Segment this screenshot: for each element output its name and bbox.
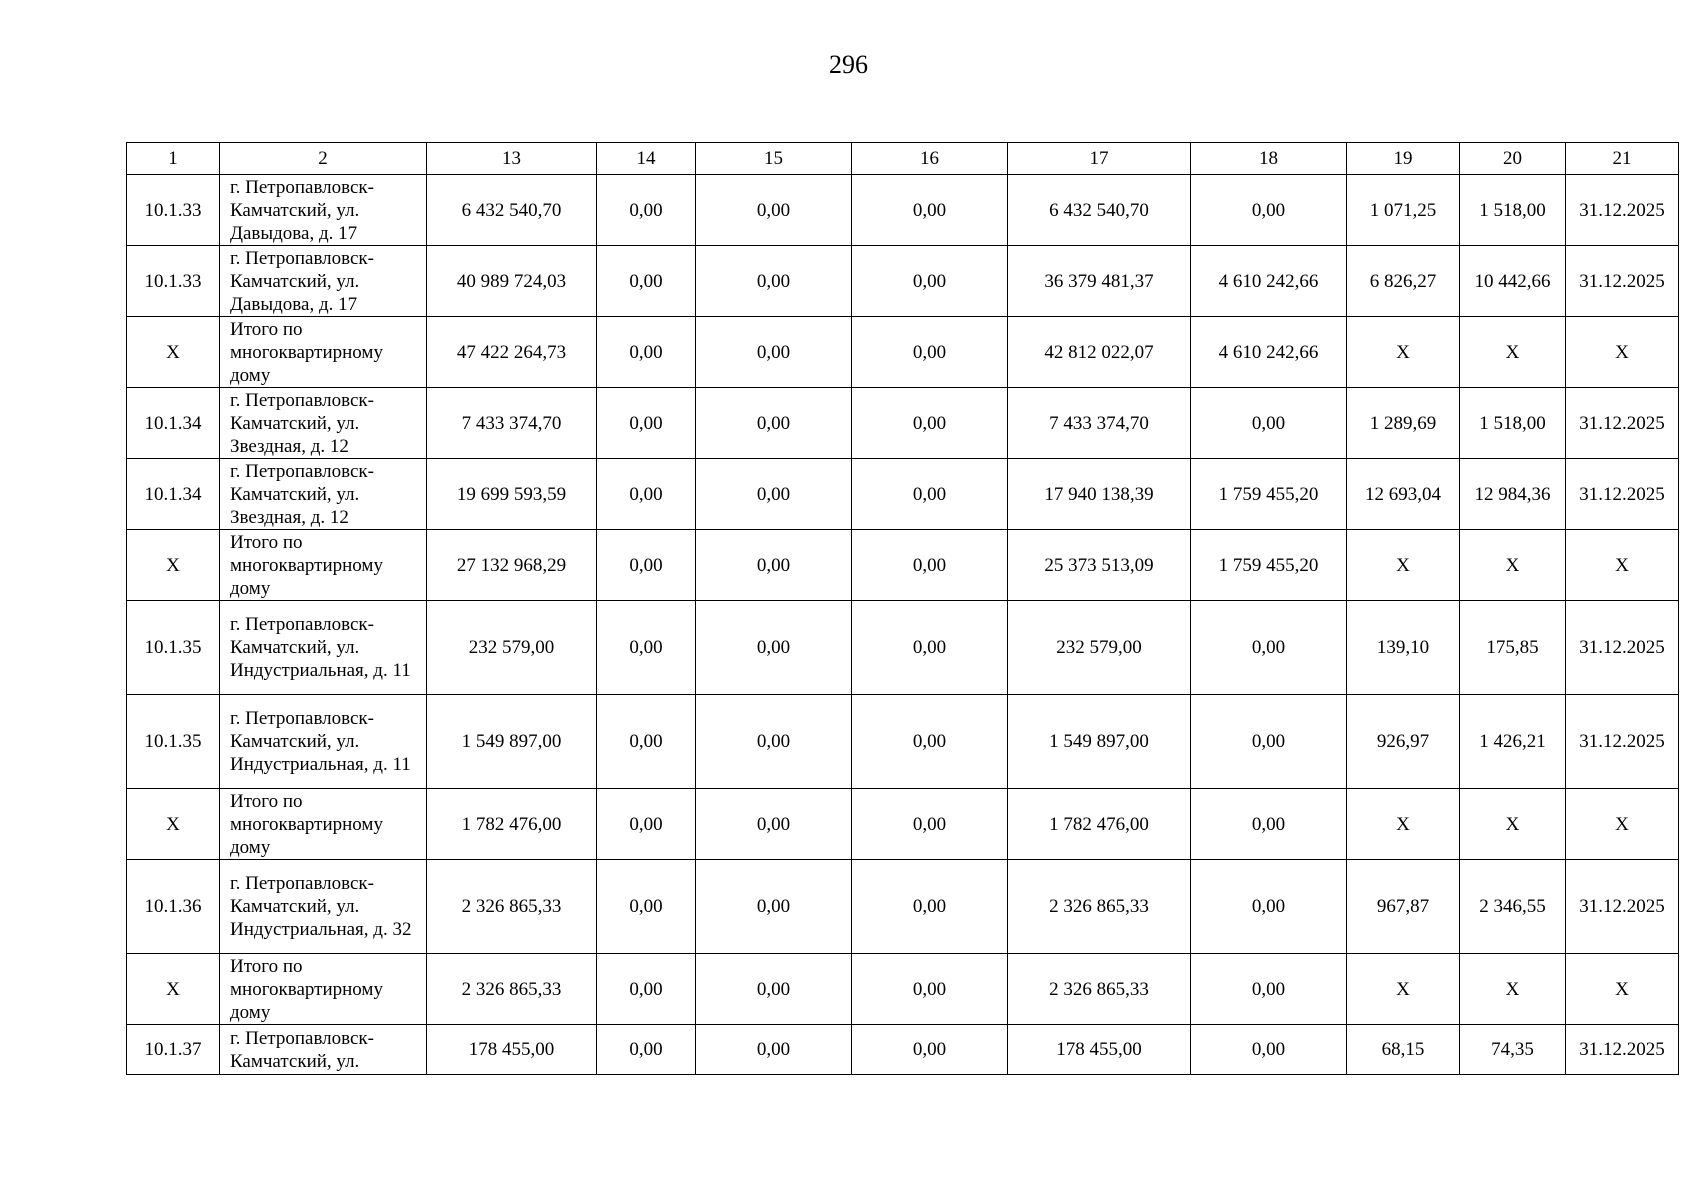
value-cell: 0,00 xyxy=(1191,175,1347,246)
item-number-cell: X xyxy=(127,954,220,1025)
date-cell: X xyxy=(1566,954,1679,1025)
table-row xyxy=(127,1025,1679,1075)
value-cell: 4 610 242,66 xyxy=(1191,317,1347,388)
value-cell: 0,00 xyxy=(597,789,696,860)
value-cell: 0,00 xyxy=(696,246,852,317)
value-cell: 40 989 724,03 xyxy=(427,246,597,317)
item-number-cell: 10.1.37 xyxy=(127,1025,220,1075)
address-cell: г. Петропавловск-Камчатский, ул. Давыдова, д. 17 xyxy=(220,175,427,246)
address-cell: г. Петропавловск-Камчатский, ул. Звездная, д. 12 xyxy=(220,388,427,459)
address-cell: г. Петропавловск-Камчатский, ул. Индустриальная, д. 11 xyxy=(220,601,427,695)
total-row xyxy=(127,789,1679,860)
page-number: 296 xyxy=(829,50,868,79)
value-cell: 6 432 540,70 xyxy=(427,175,597,246)
value-cell: 0,00 xyxy=(1191,860,1347,954)
value-cell: 27 132 968,29 xyxy=(427,530,597,601)
value-cell: 2 326 865,33 xyxy=(427,860,597,954)
item-number-cell: 10.1.33 xyxy=(127,175,220,246)
value-cell: X xyxy=(1347,789,1460,860)
value-cell: 0,00 xyxy=(696,695,852,789)
value-cell: 0,00 xyxy=(852,1025,1008,1075)
value-cell: 232 579,00 xyxy=(427,601,597,695)
item-number-cell: X xyxy=(127,789,220,860)
value-cell: 0,00 xyxy=(597,317,696,388)
data-table xyxy=(126,142,1679,1075)
value-cell: 1 289,69 xyxy=(1347,388,1460,459)
value-cell: 1 518,00 xyxy=(1460,388,1566,459)
value-cell: 0,00 xyxy=(696,954,852,1025)
value-cell: 6 826,27 xyxy=(1347,246,1460,317)
value-cell: 1 782 476,00 xyxy=(1008,789,1191,860)
item-number-cell: 10.1.34 xyxy=(127,388,220,459)
value-cell: 0,00 xyxy=(597,175,696,246)
value-cell: X xyxy=(1460,789,1566,860)
value-cell: 0,00 xyxy=(852,954,1008,1025)
value-cell: 1 782 476,00 xyxy=(427,789,597,860)
table-row xyxy=(127,246,1679,317)
value-cell: X xyxy=(1460,317,1566,388)
value-cell: 0,00 xyxy=(597,860,696,954)
item-number-cell: 10.1.35 xyxy=(127,695,220,789)
value-cell: 2 326 865,33 xyxy=(427,954,597,1025)
date-cell: 31.12.2025 xyxy=(1566,860,1679,954)
value-cell: 0,00 xyxy=(696,1025,852,1075)
value-cell: 0,00 xyxy=(696,860,852,954)
value-cell: X xyxy=(1347,954,1460,1025)
value-cell: 25 373 513,09 xyxy=(1008,530,1191,601)
value-cell: 178 455,00 xyxy=(427,1025,597,1075)
address-cell: г. Петропавловск-Камчатский, ул. Индустриальная, д. 32 xyxy=(220,860,427,954)
value-cell: 36 379 481,37 xyxy=(1008,246,1191,317)
value-cell: 0,00 xyxy=(852,530,1008,601)
column-header: 21 xyxy=(1566,143,1679,175)
value-cell: 0,00 xyxy=(852,175,1008,246)
total-row xyxy=(127,317,1679,388)
value-cell: 232 579,00 xyxy=(1008,601,1191,695)
value-cell: 0,00 xyxy=(597,695,696,789)
value-cell: 0,00 xyxy=(597,246,696,317)
column-header: 15 xyxy=(696,143,852,175)
value-cell: 0,00 xyxy=(852,388,1008,459)
value-cell: 1 759 455,20 xyxy=(1191,459,1347,530)
table-row xyxy=(127,601,1679,695)
value-cell: 0,00 xyxy=(852,246,1008,317)
address-cell: г. Петропавловск-Камчатский, ул. Звездная, д. 12 xyxy=(220,459,427,530)
table-row xyxy=(127,695,1679,789)
column-header: 1 xyxy=(127,143,220,175)
table-row xyxy=(127,459,1679,530)
column-header: 2 xyxy=(220,143,427,175)
header-row xyxy=(127,143,1679,175)
value-cell: 0,00 xyxy=(597,459,696,530)
value-cell: 7 433 374,70 xyxy=(427,388,597,459)
date-cell: 31.12.2025 xyxy=(1566,388,1679,459)
value-cell: 68,15 xyxy=(1347,1025,1460,1075)
value-cell: 0,00 xyxy=(1191,388,1347,459)
value-cell: 926,97 xyxy=(1347,695,1460,789)
value-cell: 19 699 593,59 xyxy=(427,459,597,530)
value-cell: 4 610 242,66 xyxy=(1191,246,1347,317)
item-number-cell: 10.1.36 xyxy=(127,860,220,954)
date-cell: 31.12.2025 xyxy=(1566,695,1679,789)
date-cell: 31.12.2025 xyxy=(1566,175,1679,246)
address-cell: г. Петропавловск-Камчатский, ул. Индустриальная, д. 11 xyxy=(220,695,427,789)
value-cell: 0,00 xyxy=(597,601,696,695)
value-cell: X xyxy=(1460,530,1566,601)
address-cell: Итого по многоквартирному дому xyxy=(220,954,427,1025)
value-cell: 1 426,21 xyxy=(1460,695,1566,789)
address-cell: Итого по многоквартирному дому xyxy=(220,789,427,860)
table-row xyxy=(127,388,1679,459)
value-cell: 0,00 xyxy=(1191,789,1347,860)
value-cell: 0,00 xyxy=(696,789,852,860)
value-cell: 2 346,55 xyxy=(1460,860,1566,954)
column-header: 17 xyxy=(1008,143,1191,175)
value-cell: 6 432 540,70 xyxy=(1008,175,1191,246)
value-cell: 0,00 xyxy=(852,695,1008,789)
value-cell: X xyxy=(1347,317,1460,388)
date-cell: 31.12.2025 xyxy=(1566,601,1679,695)
date-cell: X xyxy=(1566,789,1679,860)
value-cell: 0,00 xyxy=(852,789,1008,860)
item-number-cell: 10.1.34 xyxy=(127,459,220,530)
table-row xyxy=(127,175,1679,246)
value-cell: 0,00 xyxy=(597,954,696,1025)
date-cell: 31.12.2025 xyxy=(1566,459,1679,530)
table-row xyxy=(127,860,1679,954)
value-cell: 74,35 xyxy=(1460,1025,1566,1075)
value-cell: 17 940 138,39 xyxy=(1008,459,1191,530)
column-header: 14 xyxy=(597,143,696,175)
address-cell: Итого по многоквартирному дому xyxy=(220,530,427,601)
value-cell: 2 326 865,33 xyxy=(1008,860,1191,954)
value-cell: 967,87 xyxy=(1347,860,1460,954)
value-cell: 2 326 865,33 xyxy=(1008,954,1191,1025)
value-cell: 0,00 xyxy=(696,459,852,530)
value-cell: 178 455,00 xyxy=(1008,1025,1191,1075)
value-cell: 1 518,00 xyxy=(1460,175,1566,246)
value-cell: 42 812 022,07 xyxy=(1008,317,1191,388)
value-cell: 47 422 264,73 xyxy=(427,317,597,388)
value-cell: 0,00 xyxy=(852,317,1008,388)
address-cell: г. Петропавловск-Камчатский, ул. Давыдова, д. 17 xyxy=(220,246,427,317)
value-cell: 0,00 xyxy=(852,459,1008,530)
value-cell: 1 549 897,00 xyxy=(1008,695,1191,789)
date-cell: 31.12.2025 xyxy=(1566,1025,1679,1075)
value-cell: 10 442,66 xyxy=(1460,246,1566,317)
value-cell: 175,85 xyxy=(1460,601,1566,695)
item-number-cell: X xyxy=(127,530,220,601)
value-cell: 1 071,25 xyxy=(1347,175,1460,246)
value-cell: 1 549 897,00 xyxy=(427,695,597,789)
value-cell: 0,00 xyxy=(696,530,852,601)
column-header: 19 xyxy=(1347,143,1460,175)
value-cell: 12 693,04 xyxy=(1347,459,1460,530)
value-cell: 0,00 xyxy=(696,388,852,459)
total-row xyxy=(127,530,1679,601)
value-cell: 0,00 xyxy=(852,860,1008,954)
value-cell: 0,00 xyxy=(696,317,852,388)
value-cell: X xyxy=(1347,530,1460,601)
item-number-cell: 10.1.35 xyxy=(127,601,220,695)
address-cell: Итого по многоквартирному дому xyxy=(220,317,427,388)
value-cell: 1 759 455,20 xyxy=(1191,530,1347,601)
value-cell: 0,00 xyxy=(597,1025,696,1075)
value-cell: 0,00 xyxy=(1191,1025,1347,1075)
date-cell: 31.12.2025 xyxy=(1566,246,1679,317)
value-cell: 12 984,36 xyxy=(1460,459,1566,530)
value-cell: 0,00 xyxy=(1191,695,1347,789)
date-cell: X xyxy=(1566,317,1679,388)
item-number-cell: 10.1.33 xyxy=(127,246,220,317)
value-cell: 0,00 xyxy=(852,601,1008,695)
value-cell: X xyxy=(1460,954,1566,1025)
column-header: 20 xyxy=(1460,143,1566,175)
value-cell: 7 433 374,70 xyxy=(1008,388,1191,459)
column-header: 13 xyxy=(427,143,597,175)
value-cell: 0,00 xyxy=(696,601,852,695)
value-cell: 0,00 xyxy=(696,175,852,246)
total-row xyxy=(127,954,1679,1025)
value-cell: 0,00 xyxy=(1191,601,1347,695)
value-cell: 0,00 xyxy=(1191,954,1347,1025)
column-header: 18 xyxy=(1191,143,1347,175)
column-header: 16 xyxy=(852,143,1008,175)
value-cell: 0,00 xyxy=(597,530,696,601)
date-cell: X xyxy=(1566,530,1679,601)
value-cell: 139,10 xyxy=(1347,601,1460,695)
address-cell: г. Петропавловск-Камчатский, ул. xyxy=(220,1025,427,1075)
value-cell: 0,00 xyxy=(597,388,696,459)
item-number-cell: X xyxy=(127,317,220,388)
